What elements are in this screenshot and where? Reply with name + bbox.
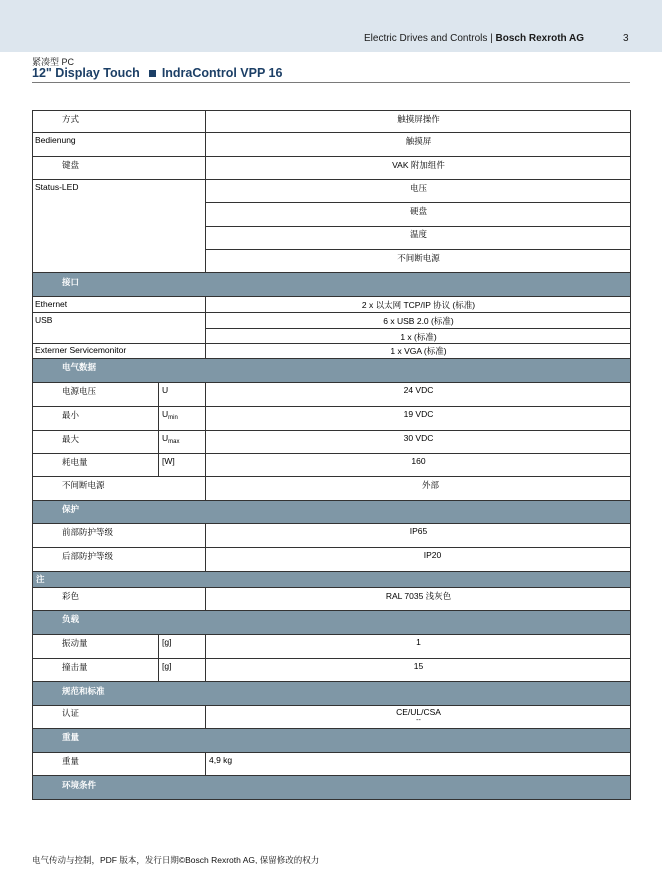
certification-value-2: -- xyxy=(416,717,421,724)
keyboard-label: 键盘 xyxy=(62,160,80,170)
row-ethernet xyxy=(32,297,631,313)
max-voltage-value: 30 VDC xyxy=(403,433,434,443)
service-monitor-label: Externer Servicemonitor xyxy=(35,345,127,355)
min-voltage-value: 19 VDC xyxy=(403,409,434,419)
ethernet-label: Ethernet xyxy=(35,299,68,309)
ups-value: 外部 xyxy=(421,480,439,490)
section-electrical xyxy=(32,359,631,383)
certification-value-1: CE/UL/CSA xyxy=(396,707,441,717)
row-bedienung xyxy=(32,133,631,157)
electrical-heading: 电气数据 xyxy=(62,362,97,372)
subtitle: 紧凑型 PC xyxy=(32,57,75,67)
vibration-label: 振动量 xyxy=(62,638,88,648)
supply-voltage-unit: U xyxy=(162,385,169,395)
shock-label: 撞击量 xyxy=(62,662,88,672)
row-supply-voltage xyxy=(32,383,631,407)
page-title xyxy=(32,66,282,80)
row-method xyxy=(32,110,631,133)
header-text xyxy=(364,33,584,44)
section-environment xyxy=(32,776,631,800)
row-color xyxy=(32,588,631,611)
ups-label: 不间断电源 xyxy=(62,480,105,490)
header-band xyxy=(0,0,662,52)
row-vibration xyxy=(32,635,631,659)
weight-label: 重量 xyxy=(62,756,80,766)
section-load xyxy=(32,611,631,635)
section-note xyxy=(32,572,631,588)
header-company: Bosch Rexroth AG xyxy=(495,33,585,44)
service-monitor-value: 1 x VGA (标准) xyxy=(390,346,447,356)
method-value: 触摸屏操作 xyxy=(397,114,440,124)
row-max-voltage xyxy=(32,431,631,454)
row-weight xyxy=(32,753,631,776)
interfaces-heading: 接口 xyxy=(62,277,80,287)
ethernet-value: 2 x 以太网 TCP/IP 协议 (标准) xyxy=(361,300,476,310)
environment-heading: 环境条件 xyxy=(62,780,97,790)
color-value: RAL 7035 浅灰色 xyxy=(385,591,452,601)
method-label: 方式 xyxy=(62,114,80,124)
row-shock xyxy=(32,659,631,682)
spec-table xyxy=(32,110,631,800)
section-standards xyxy=(32,682,631,706)
title-rule xyxy=(32,82,630,83)
min-voltage-label: 最小 xyxy=(62,410,80,420)
bedienung-label: Bedienung xyxy=(35,135,76,145)
status-led-ups: 不间断电源 xyxy=(397,253,440,263)
front-protection-value: IP65 xyxy=(409,526,428,536)
header-section-title: Electric Drives and Controls | xyxy=(364,33,496,44)
keyboard-value: VAK 附加组件 xyxy=(392,160,445,170)
weight-value: 4,9 kg xyxy=(209,755,233,765)
section-interfaces xyxy=(32,273,631,297)
usb-label: USB xyxy=(35,315,53,325)
power-value: 160 xyxy=(411,456,426,466)
shock-value: 15 xyxy=(413,661,424,671)
row-usb xyxy=(32,313,631,344)
power-unit: [W] xyxy=(162,456,175,466)
rear-protection-value: IP20 xyxy=(423,550,442,560)
supply-voltage-label: 电源电压 xyxy=(62,386,97,396)
standards-heading: 规范和标准 xyxy=(62,686,105,696)
square-bullet-icon xyxy=(149,70,156,77)
power-label: 耗电量 xyxy=(62,457,88,467)
min-voltage-unit: $U_{min}$ xyxy=(162,409,178,421)
supply-voltage-value: 24 VDC xyxy=(403,385,434,395)
load-heading: 负载 xyxy=(62,614,80,624)
section-weight xyxy=(32,729,631,753)
vibration-value: 1 xyxy=(416,637,421,647)
section-protection xyxy=(32,501,631,524)
row-front-protection xyxy=(32,524,631,548)
status-led-label: Status-LED xyxy=(35,182,79,192)
row-service-monitor xyxy=(32,344,631,359)
row-rear-protection xyxy=(32,548,631,572)
vibration-unit: [g] xyxy=(162,637,172,647)
status-led-harddisk: 硬盘 xyxy=(409,206,427,216)
status-led-voltage: 电压 xyxy=(409,183,427,193)
note-heading: 注 xyxy=(36,574,45,584)
title-left: 12" Display Touch xyxy=(32,66,140,80)
usb-value-1: 6 x USB 2.0 (标准) xyxy=(383,316,454,326)
row-ups xyxy=(32,477,631,501)
rear-protection-label: 后部防护等级 xyxy=(62,551,114,561)
bedienung-value: 触摸屏 xyxy=(405,136,432,146)
protection-heading: 保护 xyxy=(62,504,80,514)
shock-unit: [g] xyxy=(162,661,172,671)
row-keyboard xyxy=(32,157,631,180)
row-certification xyxy=(32,706,631,729)
color-label: 彩色 xyxy=(62,591,80,601)
title-right: IndraControl VPP 16 xyxy=(161,66,283,80)
max-voltage-unit: $U_{max}$ xyxy=(162,433,180,445)
status-led-temperature: 温度 xyxy=(409,229,427,239)
row-min-voltage xyxy=(32,407,631,431)
row-status-led xyxy=(32,180,631,273)
weight-heading: 重量 xyxy=(62,732,80,742)
footer-text: 电气传动与控制，PDF 版本，发行日期©Bosch Rexroth AG, 保留修改的权力 xyxy=(32,855,320,865)
row-power xyxy=(32,454,631,477)
certification-label: 认证 xyxy=(62,708,80,718)
max-voltage-label: 最大 xyxy=(62,434,80,444)
usb-value-2: 1 x (标准) xyxy=(400,332,437,342)
page-number: 3 xyxy=(623,33,629,44)
front-protection-label: 前部防护等级 xyxy=(62,527,114,537)
